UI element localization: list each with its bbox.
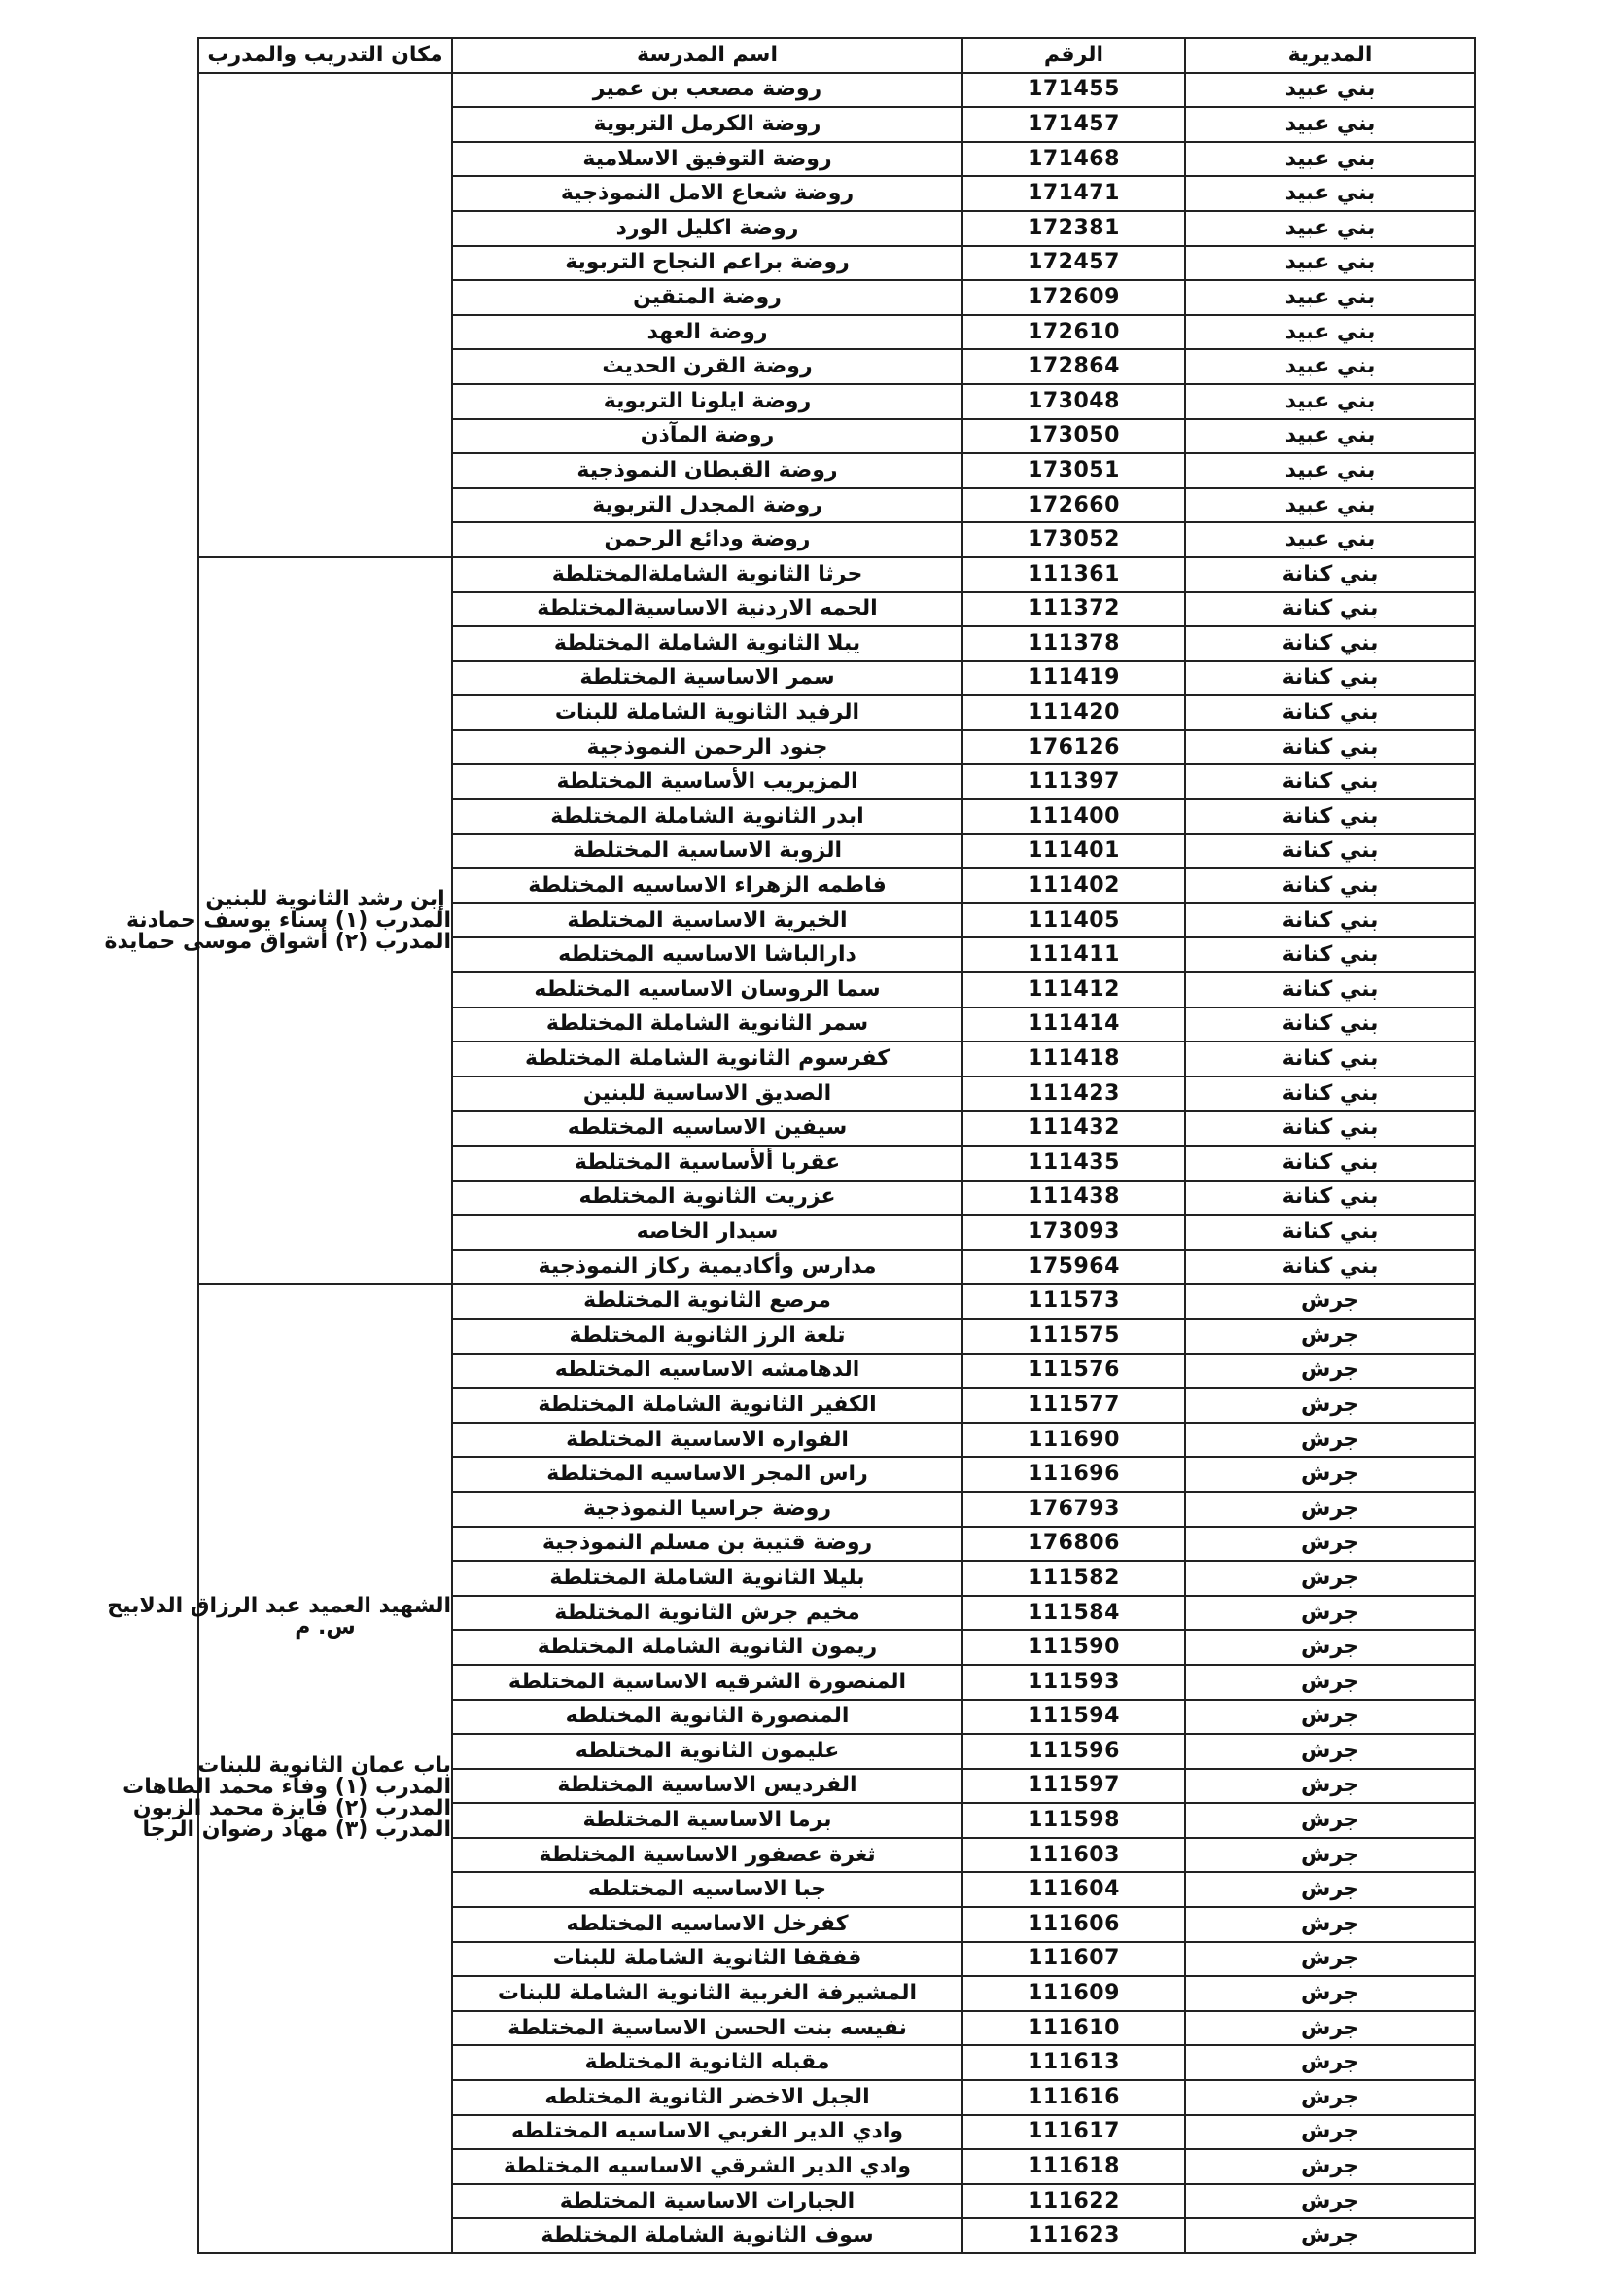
cell-number: 172610: [962, 315, 1185, 350]
cell-number: 111414: [962, 1007, 1185, 1042]
cell-school-name: المنصورة الثانوية المختلطه: [452, 1700, 962, 1735]
cell-number: 111616: [962, 2080, 1185, 2115]
cell-school-name: سيفين الاساسيه المختلطه: [452, 1111, 962, 1146]
cell-school-name: سمر الثانوية الشاملة المختلطة: [452, 1007, 962, 1042]
cell-directorate: جرش: [1185, 1872, 1475, 1907]
cell-school-name: روضة القبطان النموذجية: [452, 453, 962, 488]
cell-directorate: بني كنانة: [1185, 799, 1475, 834]
cell-directorate: جرش: [1185, 1284, 1475, 1319]
cell-place-trainer: [107, 1284, 452, 2253]
cell-directorate: جرش: [1185, 1527, 1475, 1562]
cell-school-name: نفيسه بنت الحسن الاساسية المختلطة: [452, 2011, 962, 2046]
place-trainer-line: باب عمان الثانوية للبنات: [197, 1753, 451, 1779]
cell-number: 111610: [962, 2011, 1185, 2046]
cell-number: 111400: [962, 799, 1185, 834]
cell-school-name: الصديق الاساسية للبنين: [452, 1077, 962, 1112]
cell-directorate: جرش: [1185, 1769, 1475, 1804]
cell-school-name: روضة قتيبة بن مسلم النموذجية: [452, 1527, 962, 1562]
cell-directorate: جرش: [1185, 1319, 1475, 1354]
cell-school-name: روضة ودائع الرحمن: [452, 522, 962, 557]
cell-directorate: جرش: [1185, 1561, 1475, 1596]
cell-school-name: روضة براعم النجاح التربوية: [452, 246, 962, 281]
cell-number: 111577: [962, 1388, 1185, 1423]
cell-school-name: الدهامشه الاساسيه المختلطه: [452, 1354, 962, 1389]
cell-directorate: بني كنانة: [1185, 557, 1475, 592]
cell-directorate: جرش: [1185, 1734, 1475, 1769]
cell-directorate: جرش: [1185, 1423, 1475, 1458]
place-trainer-block-bottom: [122, 1753, 451, 1843]
cell-directorate: بني عبيد: [1185, 522, 1475, 557]
cell-number: 111438: [962, 1181, 1185, 1216]
cell-directorate: جرش: [1185, 1838, 1475, 1873]
cell-directorate: بني عبيد: [1185, 176, 1475, 211]
cell-number: 172864: [962, 349, 1185, 384]
place-trainer-block: [104, 886, 451, 954]
cell-school-name: روضة العهد: [452, 315, 962, 350]
cell-school-name: سوف الثانوية الشاملة المختلطة: [452, 2218, 962, 2253]
cell-number: 111593: [962, 1665, 1185, 1700]
cell-school-name: ابدر الثانوية الشاملة المختلطة: [452, 799, 962, 834]
cell-directorate: جرش: [1185, 1665, 1475, 1700]
cell-school-name: فاطمه الزهراء الاساسيه المختلطة: [452, 868, 962, 903]
cell-school-name: مقبله الثانوية المختلطة: [452, 2045, 962, 2080]
cell-school-name: الجبل الاخضر الثانوية المختلطه: [452, 2080, 962, 2115]
cell-number: 173050: [962, 419, 1185, 454]
cell-directorate: جرش: [1185, 2218, 1475, 2253]
cell-school-name: المشيرفة الغربية الثانوية الشاملة للبنات: [452, 1976, 962, 2011]
place-trainer-line: المدرب (٣) مهاد رضوان الرجا: [142, 1818, 451, 1843]
cell-school-name: روضة القرن الحديث: [452, 349, 962, 384]
cell-number: 111607: [962, 1942, 1185, 1977]
cell-number: 172660: [962, 488, 1185, 523]
cell-directorate: بني كنانة: [1185, 1007, 1475, 1042]
cell-school-name: يبلا الثانوية الشاملة المختلطة: [452, 626, 962, 661]
place-trainer-line: إبن رشد الثانوية للبنين: [205, 886, 445, 911]
cell-directorate: بني كنانة: [1185, 592, 1475, 627]
cell-school-name: روضة ايلونا التربوية: [452, 384, 962, 419]
cell-number: 111575: [962, 1319, 1185, 1354]
table-header-row: [198, 38, 1475, 73]
cell-directorate: بني كنانة: [1185, 695, 1475, 730]
table-row: [198, 73, 1475, 108]
cell-number: 111617: [962, 2115, 1185, 2150]
cell-number: 111603: [962, 1838, 1185, 1873]
cell-school-name: كفرخل الاساسيه المختلطه: [452, 1907, 962, 1942]
cell-number: 171468: [962, 142, 1185, 177]
cell-school-name: سيدار الخاصه: [452, 1215, 962, 1250]
cell-school-name: قفقفا الثانوية الشاملة للبنات: [452, 1942, 962, 1977]
cell-directorate: بني عبيد: [1185, 142, 1475, 177]
cell-school-name: جنود الرحمن النموذجية: [452, 730, 962, 765]
cell-number: 111401: [962, 834, 1185, 869]
cell-number: 111609: [962, 1976, 1185, 2011]
header-number: الرقم: [962, 38, 1185, 73]
cell-number: 173048: [962, 384, 1185, 419]
header-place-trainer: مكان التدريب والمدرب: [198, 38, 452, 73]
cell-directorate: بني كنانة: [1185, 1077, 1475, 1112]
cell-school-name: وادي الدير الغربي الاساسيه المختلطه: [452, 2115, 962, 2150]
cell-school-name: روضة اكليل الورد: [452, 211, 962, 246]
cell-directorate: جرش: [1185, 1457, 1475, 1492]
cell-number: 111402: [962, 868, 1185, 903]
cell-number: 111598: [962, 1803, 1185, 1838]
cell-directorate: جرش: [1185, 2080, 1475, 2115]
cell-number: 111378: [962, 626, 1185, 661]
cell-directorate: بني عبيد: [1185, 246, 1475, 281]
cell-school-name: المزيريب الأساسية المختلطة: [452, 764, 962, 799]
cell-directorate: بني كنانة: [1185, 764, 1475, 799]
cell-school-name: كفرسوم الثانوية الشاملة المختلطة: [452, 1042, 962, 1077]
cell-number: 176793: [962, 1492, 1185, 1527]
cell-directorate: جرش: [1185, 2011, 1475, 2046]
cell-number: 175964: [962, 1250, 1185, 1285]
cell-directorate: بني عبيد: [1185, 419, 1475, 454]
cell-school-name: عزريت الثانوية المختلطه: [452, 1181, 962, 1216]
cell-number: 173052: [962, 522, 1185, 557]
cell-school-name: الزوبة الاساسية المختلطة: [452, 834, 962, 869]
cell-directorate: جرش: [1185, 1630, 1475, 1665]
place-trainer-line: الشهيد العميد عبد الرزاق الدلابيح: [107, 1594, 451, 1619]
place-trainer-line: س. م: [295, 1615, 356, 1641]
cell-directorate: بني عبيد: [1185, 488, 1475, 523]
cell-number: 111606: [962, 1907, 1185, 1942]
cell-school-name: روضة المتقين: [452, 280, 962, 315]
cell-school-name: برما الاساسية المختلطة: [452, 1803, 962, 1838]
cell-directorate: بني عبيد: [1185, 315, 1475, 350]
cell-school-name: مدارس وأكاديمية ركاز النموذجية: [452, 1250, 962, 1285]
cell-number: 111613: [962, 2045, 1185, 2080]
cell-school-name: روضة شعاع الامل النموذجية: [452, 176, 962, 211]
cell-school-name: الرفيد الثانوية الشاملة للبنات: [452, 695, 962, 730]
cell-school-name: الجبارات الاساسية المختلطة: [452, 2184, 962, 2219]
cell-school-name: ريمون الثانوية الشاملة المختلطة: [452, 1630, 962, 1665]
cell-number: 111372: [962, 592, 1185, 627]
header-directorate: المديرية: [1185, 38, 1475, 73]
cell-directorate: جرش: [1185, 1388, 1475, 1423]
cell-school-name: الكفير الثانوية الشاملة المختلطة: [452, 1388, 962, 1423]
cell-school-name: الخيرية الاساسية المختلطة: [452, 903, 962, 938]
cell-number: 172381: [962, 211, 1185, 246]
table-row: [198, 557, 1475, 592]
cell-directorate: بني كنانة: [1185, 1181, 1475, 1216]
cell-school-name: عقربا ألأساسية المختلطة: [452, 1146, 962, 1181]
cell-number: 172609: [962, 280, 1185, 315]
cell-directorate: بني عبيد: [1185, 211, 1475, 246]
cell-number: 111397: [962, 764, 1185, 799]
cell-number: 111573: [962, 1284, 1185, 1319]
cell-place-trainer: [104, 557, 452, 1284]
place-trainer-line: المدرب (١) وفاء محمد الطاهات: [122, 1775, 451, 1800]
cell-directorate: بني عبيد: [1185, 453, 1475, 488]
cell-number: 111622: [962, 2184, 1185, 2219]
cell-school-name: راس المجر الاساسيه المختلطة: [452, 1457, 962, 1492]
cell-number: 111597: [962, 1769, 1185, 1804]
cell-number: 111420: [962, 695, 1185, 730]
cell-number: 111590: [962, 1630, 1185, 1665]
cell-directorate: بني كنانة: [1185, 661, 1475, 696]
cell-number: 111435: [962, 1146, 1185, 1181]
cell-number: 111582: [962, 1561, 1185, 1596]
place-trainer-block-top: [107, 1594, 451, 1641]
cell-directorate: جرش: [1185, 1942, 1475, 1977]
cell-number: 111432: [962, 1111, 1185, 1146]
cell-number: 111405: [962, 903, 1185, 938]
cell-school-name: سمر الاساسية المختلطة: [452, 661, 962, 696]
cell-school-name: روضة التوفيق الاسلامية: [452, 142, 962, 177]
cell-directorate: جرش: [1185, 1492, 1475, 1527]
cell-school-name: تلعة الرز الثانوية المختلطة: [452, 1319, 962, 1354]
cell-school-name: روضة المجدل التربوية: [452, 488, 962, 523]
cell-directorate: بني عبيد: [1185, 349, 1475, 384]
cell-number: 176126: [962, 730, 1185, 765]
cell-directorate: جرش: [1185, 1700, 1475, 1735]
cell-number: 176806: [962, 1527, 1185, 1562]
cell-school-name: روضة الكرمل التربوية: [452, 107, 962, 142]
cell-school-name: وادي الدير الشرقي الاساسيه المختلطة: [452, 2149, 962, 2184]
cell-directorate: جرش: [1185, 1976, 1475, 2011]
cell-school-name: جبا الاساسيه المختلطه: [452, 1872, 962, 1907]
cell-directorate: بني كنانة: [1185, 626, 1475, 661]
cell-school-name: روضة المآذن: [452, 419, 962, 454]
cell-directorate: بني كنانة: [1185, 1250, 1475, 1285]
cell-number: 171471: [962, 176, 1185, 211]
cell-directorate: بني كنانة: [1185, 1111, 1475, 1146]
cell-directorate: بني كنانة: [1185, 903, 1475, 938]
schools-table: [104, 37, 1476, 2254]
table-row: [198, 1284, 1475, 1319]
cell-number: 171457: [962, 107, 1185, 142]
cell-directorate: بني عبيد: [1185, 384, 1475, 419]
header-school-name: اسم المدرسة: [452, 38, 962, 73]
cell-number: 111576: [962, 1354, 1185, 1389]
cell-number: 111696: [962, 1457, 1185, 1492]
cell-school-name: دارالباشا الاساسيه المختلطه: [452, 937, 962, 972]
cell-directorate: بني كنانة: [1185, 937, 1475, 972]
cell-directorate: بني كنانة: [1185, 1215, 1475, 1250]
cell-school-name: بليلا الثانوية الشاملة المختلطة: [452, 1561, 962, 1596]
cell-number: 111690: [962, 1423, 1185, 1458]
cell-school-name: ثغرة عصفور الاساسية المختلطة: [452, 1838, 962, 1873]
cell-number: 111594: [962, 1700, 1185, 1735]
cell-directorate: بني كنانة: [1185, 834, 1475, 869]
cell-school-name: روضة جراسيا النموذجية: [452, 1492, 962, 1527]
cell-number: 111623: [962, 2218, 1185, 2253]
cell-directorate: جرش: [1185, 1596, 1475, 1631]
cell-directorate: جرش: [1185, 1354, 1475, 1389]
table-body: [104, 73, 1475, 2253]
cell-directorate: جرش: [1185, 1803, 1475, 1838]
place-trainer-line: المدرب (٢) أشواق موسى حمايدة: [104, 929, 451, 954]
cell-place-trainer: [198, 73, 452, 557]
cell-school-name: مرصع الثانوية المختلطة: [452, 1284, 962, 1319]
cell-directorate: بني عبيد: [1185, 107, 1475, 142]
cell-number: 111423: [962, 1077, 1185, 1112]
cell-number: 111618: [962, 2149, 1185, 2184]
place-trainer-line: المدرب (١) سناء يوسف حمادنة: [126, 907, 451, 933]
cell-directorate: بني كنانة: [1185, 730, 1475, 765]
cell-directorate: جرش: [1185, 2115, 1475, 2150]
cell-directorate: جرش: [1185, 1907, 1475, 1942]
cell-number: 173051: [962, 453, 1185, 488]
cell-directorate: بني كنانة: [1185, 868, 1475, 903]
cell-number: 111419: [962, 661, 1185, 696]
cell-directorate: بني كنانة: [1185, 1042, 1475, 1077]
cell-school-name: الفواره الاساسية المختلطة: [452, 1423, 962, 1458]
cell-school-name: الحمه الاردنية الاساسيةالمختلطة: [452, 592, 962, 627]
cell-school-name: المنصورة الشرقيه الاساسية المختلطة: [452, 1665, 962, 1700]
cell-directorate: بني كنانة: [1185, 1146, 1475, 1181]
cell-directorate: بني عبيد: [1185, 73, 1475, 108]
cell-school-name: حرثا الثانوية الشاملةالمختلطة: [452, 557, 962, 592]
cell-number: 111418: [962, 1042, 1185, 1077]
cell-number: 111584: [962, 1596, 1185, 1631]
cell-number: 171455: [962, 73, 1185, 108]
cell-directorate: بني عبيد: [1185, 280, 1475, 315]
cell-number: 111412: [962, 972, 1185, 1007]
cell-number: 111411: [962, 937, 1185, 972]
cell-number: 111604: [962, 1872, 1185, 1907]
cell-directorate: جرش: [1185, 2184, 1475, 2219]
cell-school-name: روضة مصعب بن عمير: [452, 73, 962, 108]
cell-school-name: عليمون الثانوية المختلطه: [452, 1734, 962, 1769]
cell-number: 172457: [962, 246, 1185, 281]
cell-directorate: جرش: [1185, 2045, 1475, 2080]
cell-school-name: مخيم جرش الثانوية المختلطة: [452, 1596, 962, 1631]
cell-directorate: بني كنانة: [1185, 972, 1475, 1007]
cell-school-name: سما الروسان الاساسيه المختلطه: [452, 972, 962, 1007]
place-trainer-line: المدرب (٢) فايزة محمد الزبون: [132, 1796, 451, 1821]
cell-directorate: جرش: [1185, 2149, 1475, 2184]
cell-number: 173093: [962, 1215, 1185, 1250]
cell-number: 111596: [962, 1734, 1185, 1769]
cell-number: 111361: [962, 557, 1185, 592]
cell-school-name: الفرديس الاساسية المختلطة: [452, 1769, 962, 1804]
